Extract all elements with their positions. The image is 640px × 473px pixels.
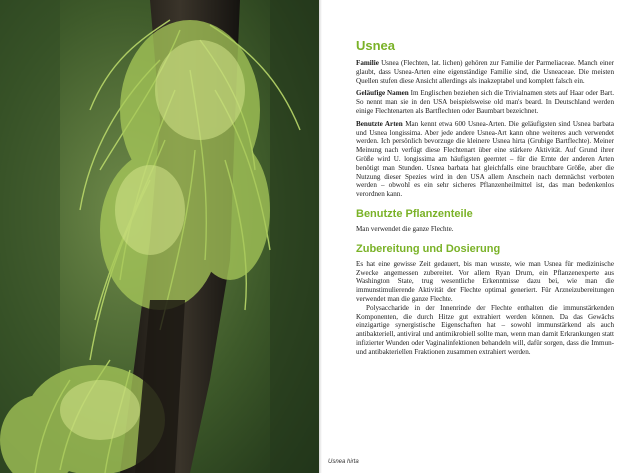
- species-lead: Benutzte Arten: [356, 119, 403, 128]
- species-paragraph: [356, 120, 614, 199]
- prep-paragraph-2: Polysaccharide in der Innenrinde der Flechte enthalten die immunstärkenden Komponenten, die durch Hitze gut extrahiert werden können. Da das Gewächs einzigartige synergistische Eigenschaften hat – sowohl immunstärkend als auch antibakteriell, antiviral und antimikrobiell sollte man, wenn man damit Erkrankungen statt infizierter Wunden oder Vaginalinfektionen behandeln will, dafür sorgen, dass die Immun- und antibakteriellen Fraktionen zusammen extrahiert werden.: [356, 303, 614, 356]
- article-title: Usnea: [356, 38, 396, 53]
- prep-heading: Zubereitung und Dosierung: [356, 242, 501, 255]
- family-paragraph: [356, 59, 614, 85]
- page-gutter: [319, 0, 322, 473]
- prep-paragraph-1: Es hat eine gewisse Zeit gedauert, bis man wusste, wie man Usnea für medizinische Zwecke angemessen zubereitet. Vor allem Ryan Drum, ein Pflanzenexperte aus Washington State, trug wesentliche Erkenntnisse dazu bei, wie man die immunstimulierende Aktivität der Flechte optimal generiert. Für Arzneizubereitungen verwendet man die ganze Flechte.: [356, 259, 614, 303]
- family-text: Usnea (Flechten, lat. lichen) gehören zur Familie der Parmeliaceae. Manch einer glaubt, dass Usnea-Arten eine eigenständige Familie sind, die Usneaceae. Die meisten Quellen stufen diese Ansicht allerdings als inakzeptabel und komplett falsch ein.: [356, 59, 614, 85]
- names-paragraph: [356, 89, 614, 115]
- family-lead: Familie: [356, 59, 379, 67]
- species-text: Man kennt etwa 600 Usnea-Arten. Die geläufigsten sind Usnea barbata und Usnea longissima. Aber jede andere Usnea-Art kann ohne weiteres auch verwendet werden. Ich persönlich bevorzuge die kleinere Usnea hirta (Grubige Bartflechte). Meiner Meinung nach verfügt diese Flechtenart über eine stärkere Aktivität. Auf Grund ihrer Größe wird U. longissima am häufigsten geerntet – für die Ernte der anderen Arten benötigt man Stunden. Usnea barbata hat gleichfalls eine brauchbare Größe, aber die Nutzung dieser Spezies wird in den USA allem Anschein nach demnächst verboten werden – obwohl es ein sehr sicheres Pflanzenheilmittel ist, das man bedenkenlos verordnen kann.: [356, 119, 615, 199]
- photo-caption: Usnea hirta: [328, 459, 359, 465]
- names-text: Im Englischen beziehen sich die Trivialnamen stets auf Haar oder Bart. So nennt man sie in den USA beispielsweise old man's beard. In Deutschland werden einige Flechtenarten als Bartflechten oder Baumbart bezeichnet.: [356, 89, 615, 115]
- parts-heading: Benutzte Pflanzenteile: [356, 207, 473, 220]
- parts-paragraph: Man verwendet die ganze Flechte.: [356, 224, 454, 233]
- article-column: [356, 38, 614, 357]
- names-lead: Geläufige Namen: [356, 89, 409, 98]
